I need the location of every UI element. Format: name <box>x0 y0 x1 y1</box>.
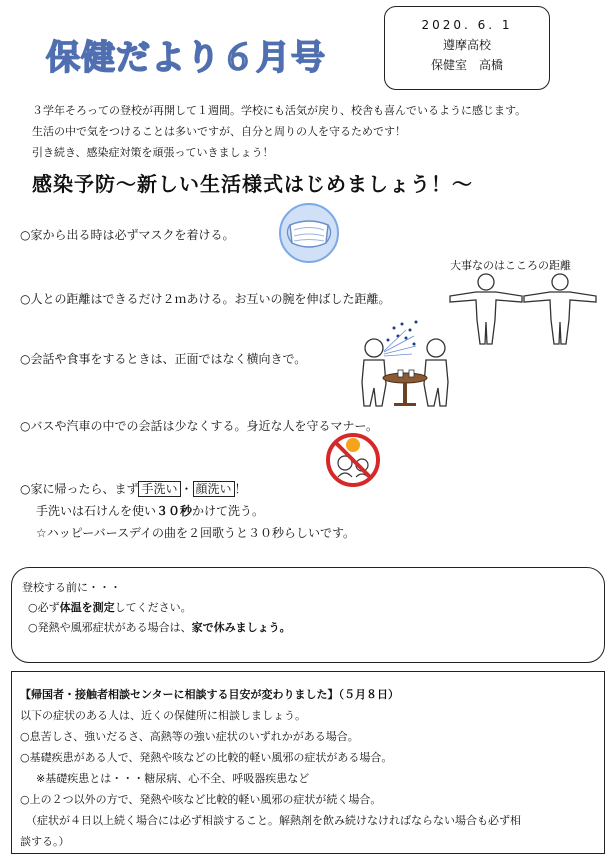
before-school-box <box>11 567 605 663</box>
distance-caption: 大事なのはこころの距離 <box>450 259 571 272</box>
face-mask-icon <box>278 203 340 263</box>
author-office: 保健室 高橋 <box>430 58 503 72</box>
two-people-arms-outstretched-icon <box>448 272 598 347</box>
box1-line: 登校する前に・・・ <box>22 581 121 594</box>
boxed-handwash: 手洗い <box>138 481 180 497</box>
newsletter-title: 保健だより６月号 <box>46 38 326 78</box>
intro-line: 引き続き、感染症対策を頑張っていきましょう！ <box>32 146 274 159</box>
no-talking-sign-icon <box>326 433 380 487</box>
wash-line-3: ☆ハッピーバースデイの曲を２回歌うと３０秒らしいです。 <box>36 526 356 540</box>
intro-text <box>32 100 526 163</box>
notice-line: 談する。） <box>20 835 70 848</box>
box1-line: ○必ず体温を測定してください。 <box>28 601 192 614</box>
tip-distance: ○人との距離はできるだけ２ｍあける。お互いの腕を伸ばした距離。 <box>20 292 391 306</box>
date-box <box>384 6 550 90</box>
notice-line: ○上の２つ以外の方で、発熱や咳など比較的軽い風邪の症状が続く場合。 <box>20 793 382 806</box>
notice-line: 以下の症状のある人は、近くの保健所に相談しましょう。 <box>20 709 306 722</box>
intro-line: ３学年そろっての登校が再開して１週間。学校にも活気が戻り、校舎も喜んでいるように感じます。 <box>32 104 527 117</box>
box1-line: ○発熱や風邪症状がある場合は、家で休みましょう。 <box>28 621 291 634</box>
notice-line: ○息苦しさ、強いだるさ、高熱等の強い症状のいずれかがある場合。 <box>20 730 359 743</box>
consultation-notice-box <box>11 671 605 854</box>
intro-line: 生活の中で気をつけることは多いですが、自分と周りの人を守るためです！ <box>32 125 406 138</box>
tip-mask: ○家から出る時は必ずマスクを着ける。 <box>20 228 235 242</box>
stay-home-emphasis: 家で休みましょう。 <box>191 621 291 634</box>
notice-line: （症状が４日以上続く場合には必ず相談すること。解熱剤を飲み続けなければならない場合も必ず相 <box>26 814 521 827</box>
notice-title: 【帰国者・接触者相談センターに相談する目安が変わりました】（５月８日） <box>20 688 400 701</box>
tip-wash <box>20 478 355 544</box>
notice-line: ○基礎疾患がある人で、発熱や咳などの比較的軽い風邪の症状がある場合。 <box>20 751 393 764</box>
tip-bus: ○バスや汽車の中での会話は少なくする。身近な人を守るマナー。 <box>20 419 378 433</box>
main-headline: 感染予防〜新しい生活様式はじめましょう！〜 <box>32 172 473 196</box>
people-eating-apart-icon <box>354 318 458 410</box>
notice-line: ※基礎疾患とは・・・糖尿病、心不全、呼吸器疾患など <box>36 772 310 785</box>
school-name: 遵摩高校 <box>442 38 491 52</box>
wash-line-2: 手洗いは石けんを使い３０秒かけて洗う。 <box>36 504 265 518</box>
temperature-emphasis: 体温を測定 <box>59 601 115 614</box>
tip-meal: ○会話や食事をするときは、正面ではなく横向きで。 <box>20 352 307 366</box>
boxed-facewash: 顔洗い <box>193 481 235 497</box>
wash-line-1: ○家に帰ったら、まず 手洗い ・ 顔洗い ！ <box>20 482 247 496</box>
issue-date: 2020. 6. 1 <box>421 18 513 32</box>
thirty-seconds: ３０秒 <box>156 504 193 518</box>
